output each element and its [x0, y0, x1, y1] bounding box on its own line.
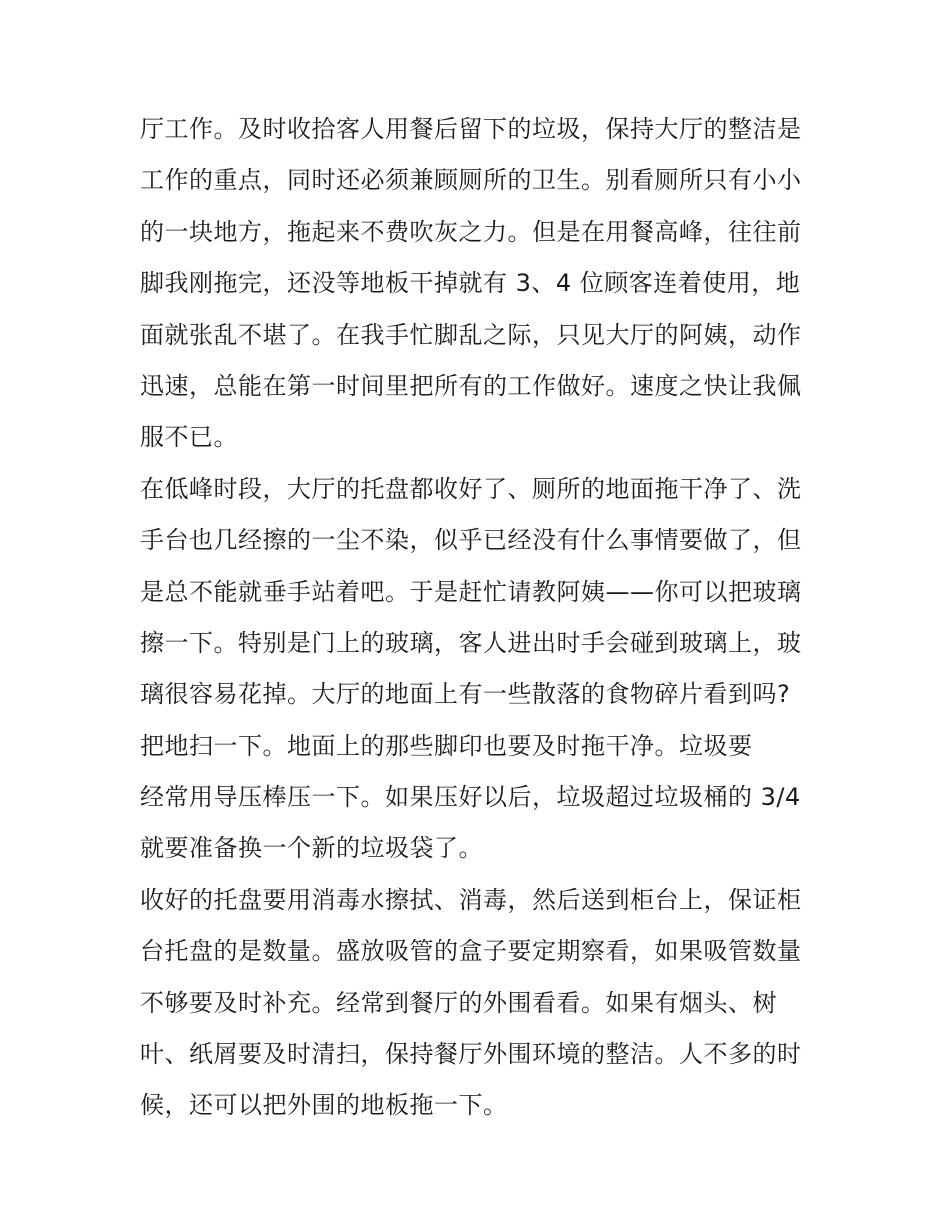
text-line: 厅工作。及时收拾客人用餐后留下的垃圾，保持大厅的整洁是 [140, 115, 802, 143]
text-line: 把地扫一下。地面上的那些脚印也要及时拖干净。垃圾要 [140, 731, 753, 760]
text-line: 手台也几经擦的一尘不染，似乎已经没有什么事情要做了，但 [140, 526, 802, 555]
text-line: 璃很容易花掉。大厅的地面上有一些散落的食物碎片看到吗? [140, 680, 791, 709]
text-line: 脚我刚拖完，还没等地板干掉就有 3、4 位顾客连着使用，地 [140, 269, 801, 298]
text-line: 叶、纸屑要及时清扫，保持餐厅外围环境的整洁。人不多的时 [140, 1040, 802, 1069]
text-line: 是总不能就垂手站着吧。于是赶忙请教阿姨——你可以把玻璃 [140, 577, 802, 606]
text-line: 候，还可以把外围的地板拖一下。 [140, 1091, 508, 1120]
text-line: 面就张乱不堪了。在我手忙脚乱之际，只见大厅的阿姨，动作 [140, 320, 802, 349]
text-line: 迅速，总能在第一时间里把所有的工作做好。速度之快让我佩 [140, 371, 802, 400]
text-line: 就要准备换一个新的垃圾袋了。 [140, 834, 483, 863]
text-line: 在低峰时段，大厅的托盘都收好了、厕所的地面拖干净了、洗 [140, 474, 802, 503]
text-line: 经常用导压棒压一下。如果压好以后，垃圾超过垃圾桶的 3/4 [140, 783, 801, 812]
document-body [140, 104, 830, 1132]
text-line: 服不已。 [140, 423, 238, 452]
text-line: 不够要及时补充。经常到餐厅的外围看看。如果有烟头、树 [140, 988, 777, 1017]
text-line: 擦一下。特别是门上的玻璃，客人进出时手会碰到玻璃上，玻 [140, 628, 802, 657]
text-line: 台托盘的是数量。盛放吸管的盒子要定期察看，如果吸管数量 [140, 937, 802, 966]
text-line: 工作的重点，同时还必须兼顾厕所的卫生。别看厕所只有小小 [140, 166, 802, 195]
text-line: 收好的托盘要用消毒水擦拭、消毒，然后送到柜台上，保证柜 [140, 885, 802, 914]
text-line: 的一块地方，拖起来不费吹灰之力。但是在用餐高峰，往往前 [140, 217, 802, 246]
